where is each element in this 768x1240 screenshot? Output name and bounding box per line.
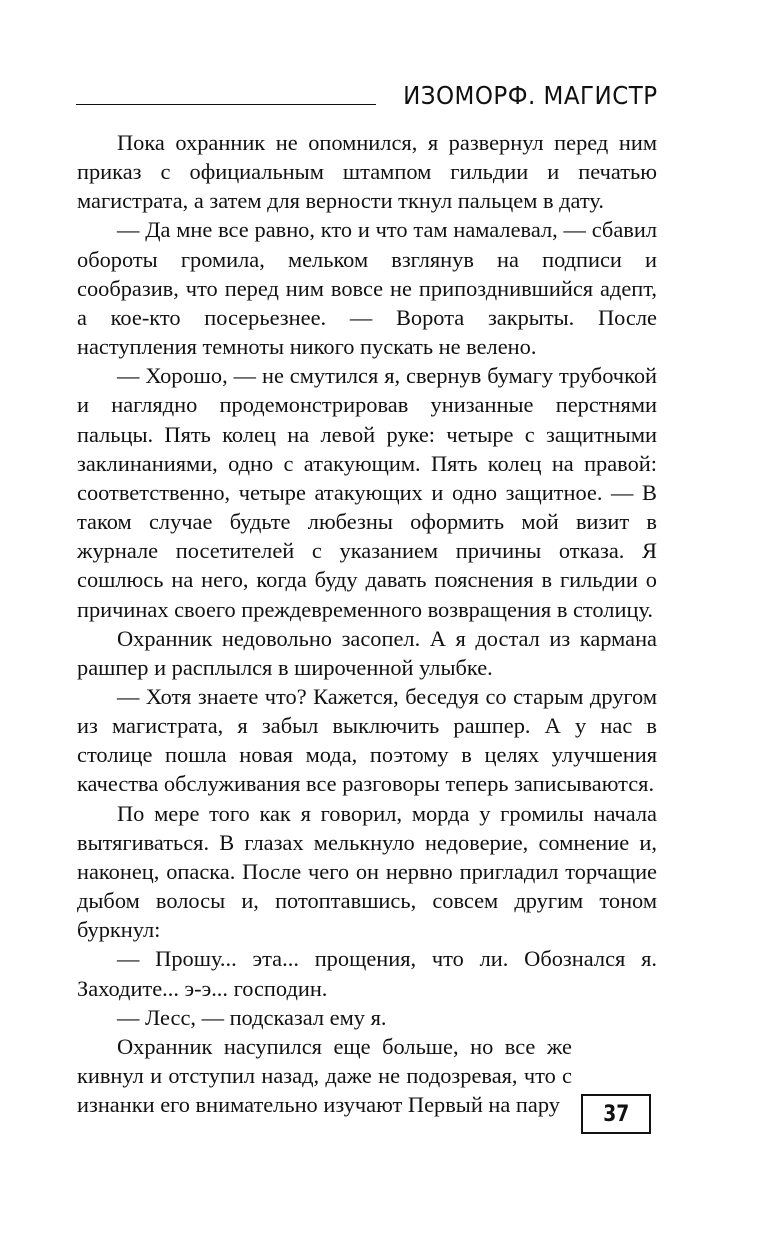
page-number	[581, 1094, 651, 1134]
paragraph: Пока охранник не опомнился, я развернул перед ним приказ с официальным штампом гильдии и печатью магистрата, а затем для верности ткнул пальцем в дату.	[77, 130, 657, 214]
paragraph: — Лесс, — подсказал ему я.	[117, 1004, 387, 1030]
page-number-label: 37	[602, 1101, 630, 1127]
paragraph: — Хотя знаете что? Кажется, беседуя со старым другом из магистрата, я забыл выключить рашпер. А у нас в столице пошла новая мода, поэтому в целях улучшения качества обслуживания все разговоры теперь записываются.	[77, 683, 657, 797]
paragraph: — Прошу... эта... прощения, что ли. Обознался я. Заходите... э-э... господин.	[77, 946, 657, 1001]
paragraph: Охранник недовольно засопел. А я достал из кармана рашпер и расплылся в широченной улыбке.	[77, 625, 657, 680]
page-text	[77, 128, 657, 1119]
paragraph: По мере того как я говорил, морда у громилы начала вытягиваться. В глазах мелькнуло недоверие, сомнение и, наконец, опаска. После чего он нервно пригладил торчащие дыбом волосы и, потоптавшись, совсем другим тоном буркнул:	[77, 800, 657, 943]
book-title: ИЗОМОРФ. МАГИСТР	[403, 81, 658, 110]
header-rule	[76, 104, 376, 105]
running-header	[76, 80, 658, 112]
paragraph: — Хорошо, — не смутился я, свернув бумагу трубочкой и наглядно продемонстрировав унизанные перстнями пальцы. Пять колец на левой руке: четыре с защитными заклинаниями, одно с атакующим. Пять колец на правой: соответственно, четыре атакующих и одно защитное. — В таком случае будьте любезны оформить мой визит в журнале посетителей с указанием причины отказа. Я сошлюсь на него, когда буду давать пояснения в гильдии о причинах своего преждевременного возвращения в столицу.	[77, 363, 657, 622]
paragraph: — Да мне все равно, кто и что там намалевал, — сбавил обороты громила, мельком взглянув на подписи и сообразив, что перед ним вовсе не припозднившийся адепт, а кое-кто посерьезнее. — Ворота закрыты. После наступления темноты никого пускать не велено.	[77, 217, 657, 360]
paragraph: Охранник насупился еще больше, но все же кивнул и отступил назад, даже не подозревая, что с изнанки его внимательно изучают Первый на пару	[77, 1033, 572, 1118]
